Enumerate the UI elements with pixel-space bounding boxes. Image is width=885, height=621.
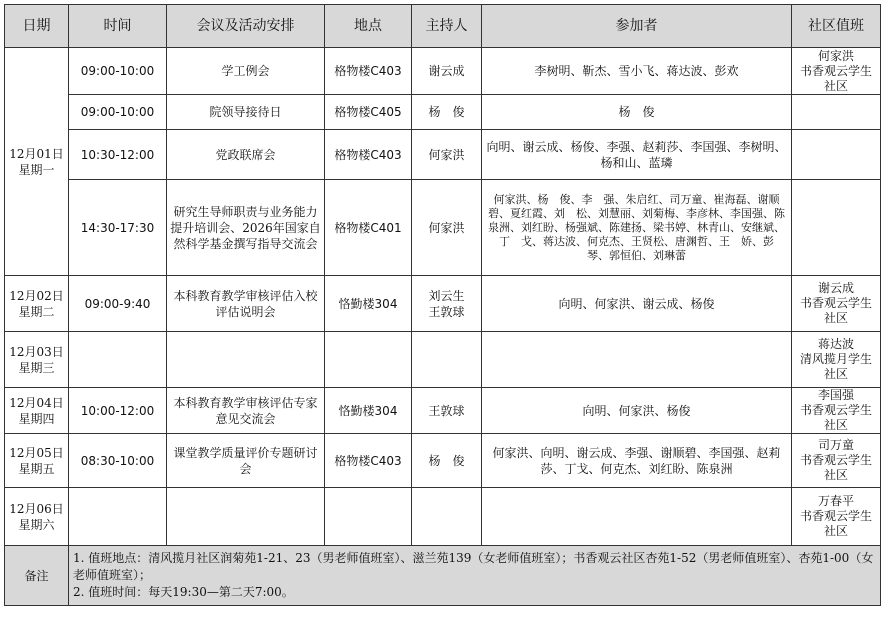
duty-cell (792, 488, 881, 546)
date-cell (5, 48, 69, 276)
date-text: 12月02日 (9, 288, 64, 303)
duty-community: 书香观云学生 (799, 509, 872, 523)
time-cell: 08:30-10:00 (69, 434, 167, 488)
location-cell: 恪勤楼304 (325, 276, 412, 332)
time-cell (69, 488, 167, 546)
location-cell (325, 332, 412, 388)
location-cell: 格物楼C403 (325, 130, 412, 180)
weekday-text: 星期一 (18, 162, 55, 177)
duty-person: 谢云成 (817, 281, 854, 295)
date-cell (5, 332, 69, 388)
time-cell: 14:30-17:30 (69, 180, 167, 276)
duty-community: 书香观云学生 (799, 296, 872, 310)
meeting-cell: 本科教育教学审核评估入校评估说明会 (167, 276, 325, 332)
notes-cell (69, 546, 881, 606)
meeting-cell (167, 332, 325, 388)
notes-label: 备注 (5, 546, 69, 606)
host-cell: 谢云成 (412, 48, 482, 95)
date-cell (5, 276, 69, 332)
table-row (5, 130, 881, 180)
time-cell: 09:00-9:40 (69, 276, 167, 332)
header-host: 主持人 (412, 5, 482, 48)
table-row (5, 276, 881, 332)
duty-cell (792, 434, 881, 488)
header-location: 地点 (325, 5, 412, 48)
duty-suffix: 社区 (823, 418, 848, 432)
participants-cell: 向明、何家洪、杨俊 (482, 388, 792, 434)
host-cell: 何家洪 (412, 130, 482, 180)
location-cell: 格物楼C403 (325, 48, 412, 95)
notes-line: 2. 值班时间：每天19:30—第二天7:00。 (73, 585, 294, 599)
date-text: 12月06日 (9, 501, 64, 516)
duty-cell (792, 332, 881, 388)
duty-person: 何家洪 (817, 48, 854, 63)
participants-cell: 向明、谢云成、杨俊、李强、赵莉莎、李国强、李树明、杨和山、蓝璘 (482, 130, 792, 180)
location-cell: 恪勤楼304 (325, 388, 412, 434)
host-cell (412, 332, 482, 388)
header-row (5, 5, 881, 48)
host-cell: 杨 俊 (412, 95, 482, 130)
participants-cell: 杨 俊 (482, 95, 792, 130)
duty-cell (792, 95, 881, 130)
table-row (5, 388, 881, 434)
duty-cell (792, 388, 881, 434)
header-duty: 社区值班 (792, 5, 881, 48)
header-participants: 参加者 (482, 5, 792, 48)
time-cell: 09:00-10:00 (69, 95, 167, 130)
header-date: 日期 (5, 5, 69, 48)
participants-cell: 向明、何家洪、谢云成、杨俊 (482, 276, 792, 332)
duty-community: 书香观云学生 (799, 63, 872, 78)
time-cell: 09:00-10:00 (69, 48, 167, 95)
participants-cell: 何家洪、向明、谢云成、李强、谢顺碧、李国强、赵莉莎、丁戈、何克杰、刘红盼、陈泉洲 (482, 434, 792, 488)
host-cell: 何家洪 (412, 180, 482, 276)
location-cell (325, 488, 412, 546)
participants-cell (482, 488, 792, 546)
host-cell: 王敦球 (412, 388, 482, 434)
host-cell: 刘云生 王敦球 (412, 276, 482, 332)
date-text: 12月01日 (9, 146, 64, 161)
time-cell: 10:00-12:00 (69, 388, 167, 434)
date-cell (5, 488, 69, 546)
time-cell: 10:30-12:00 (69, 130, 167, 180)
location-cell: 格物楼C403 (325, 434, 412, 488)
weekday-text: 星期六 (18, 517, 55, 532)
date-cell (5, 434, 69, 488)
participants-cell (482, 332, 792, 388)
duty-cell (792, 48, 881, 95)
table-row (5, 48, 881, 95)
schedule-table (4, 4, 881, 606)
weekday-text: 星期四 (18, 411, 55, 426)
duty-cell (792, 130, 881, 180)
duty-person: 万春平 (817, 494, 854, 508)
duty-person: 李国强 (817, 388, 854, 402)
host-cell (412, 488, 482, 546)
meeting-cell: 学工例会 (167, 48, 325, 95)
header-meeting: 会议及活动安排 (167, 5, 325, 48)
header-time: 时间 (69, 5, 167, 48)
weekday-text: 星期二 (18, 304, 55, 319)
duty-person: 司万童 (817, 438, 854, 452)
weekday-text: 星期三 (18, 360, 55, 375)
host-cell: 杨 俊 (412, 434, 482, 488)
location-cell: 格物楼C405 (325, 95, 412, 130)
weekday-text: 星期五 (18, 461, 55, 476)
duty-suffix: 社区 (823, 468, 848, 482)
duty-suffix: 社区 (823, 367, 848, 381)
table-row (5, 180, 881, 276)
date-text: 12月05日 (9, 445, 64, 460)
meeting-cell: 院领导接待日 (167, 95, 325, 130)
duty-person: 蒋达波 (817, 337, 854, 351)
meeting-cell: 党政联席会 (167, 130, 325, 180)
location-cell: 格物楼C401 (325, 180, 412, 276)
meeting-cell: 本科教育教学审核评估专家意见交流会 (167, 388, 325, 434)
meeting-cell: 研究生导师职责与业务能力提升培训会、2026年国家自然科学基金撰写指导交流会 (167, 180, 325, 276)
notes-line: 1. 值班地点：清风揽月社区润菊苑1-21、23（男老师值班室）、滋兰苑139（女老师值班室）；书香观云社区杏苑1-52（男老师值班室）、杏苑1-00（女老师值班室）； (73, 551, 874, 582)
duty-cell (792, 180, 881, 276)
duty-community: 书香观云学生 (799, 403, 872, 417)
table-row (5, 332, 881, 388)
duty-suffix: 社区 (823, 78, 848, 93)
participants-cell: 何家洪、杨 俊、李 强、朱启红、司万童、崔海磊、谢顺碧、夏红霞、刘 松、刘慧丽、刘菊梅、李彦林、李国强、陈泉洲、刘红盼、杨强斌、陈建扬、梁书婷、林青山、安继斌、丁 戈、蒋达波、何克杰、王贤松、唐渊哲、王 娇、彭 琴、郭恒伯、刘琳蕾 (482, 180, 792, 276)
duty-community: 清风揽月学生 (799, 352, 872, 366)
date-text: 12月03日 (9, 344, 64, 359)
table-row (5, 488, 881, 546)
date-text: 12月04日 (9, 395, 64, 410)
duty-community: 书香观云学生 (799, 453, 872, 467)
duty-suffix: 社区 (823, 524, 848, 538)
date-cell (5, 388, 69, 434)
table-row (5, 95, 881, 130)
meeting-cell (167, 488, 325, 546)
participants-cell: 李树明、靳杰、雪小飞、蒋达波、彭欢 (482, 48, 792, 95)
notes-row (5, 546, 881, 606)
duty-cell (792, 276, 881, 332)
meeting-cell: 课堂教学质量评价专题研讨会 (167, 434, 325, 488)
duty-suffix: 社区 (823, 311, 848, 325)
table-row (5, 434, 881, 488)
time-cell (69, 332, 167, 388)
